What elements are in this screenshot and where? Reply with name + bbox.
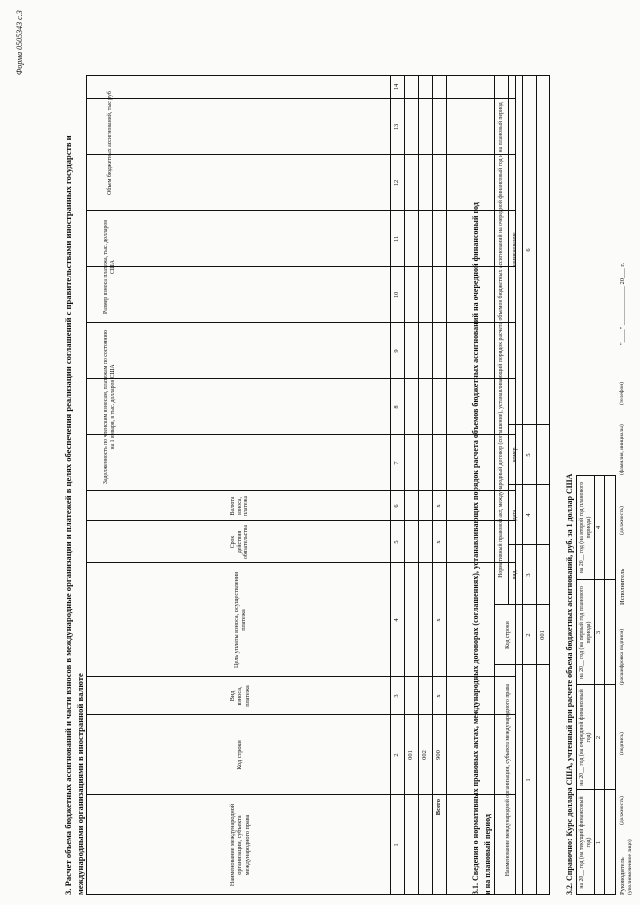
row-code-001: 001 xyxy=(407,750,415,760)
executor-fio: (фамилия, инициалы) xyxy=(619,424,625,475)
s32-col-2: на 20__ год (на очередной финансовый год) xyxy=(578,689,592,786)
total-x-3: x xyxy=(435,540,443,544)
s32-col-1: на 20__ год (на текущий финансовый год) xyxy=(578,796,592,889)
s32-col-4: на 20__ год (на второй год планового периода) xyxy=(578,481,592,574)
group-volume: Объем бюджетных ассигнований, тыс руб xyxy=(106,91,113,195)
s31-colnum-2: 2 xyxy=(525,633,533,637)
section31-title-cont: и на плановый период xyxy=(483,814,492,895)
group-size: Размер взноса платежа, тыс. долларов США xyxy=(103,220,116,314)
section31-title: 3.1. Сведения о нормативных правовых актах, международных договорах (соглашениях), устанавливающих порядок расчета объемов бюджетных ассигнований на очередной финансовый год xyxy=(471,202,480,895)
executor-label: Исполнитель xyxy=(619,568,626,605)
s32-col-3: на 20__ год (на первый год планового периода) xyxy=(578,586,592,680)
total-x-1: x xyxy=(435,694,443,698)
col-purpose: Цель уплаты взноса, осуществления платежа xyxy=(232,572,247,669)
col-org-name: Наименование международной организации, субъекта международного права xyxy=(229,803,251,887)
total-label: Всего xyxy=(435,799,443,816)
total-x-4: x xyxy=(435,504,443,508)
colnum-10: 10 xyxy=(393,291,401,299)
s31-colnum-6: 6 xyxy=(525,248,533,252)
colnum-9: 9 xyxy=(393,349,401,353)
s31-col-name: наименование xyxy=(511,232,518,268)
section3-title: 3. Расчет объема бюджетных ассигнований и части взносов в международные организации и платежей в целях обеспечения реализации соглашений с правительствами иностранных государств и xyxy=(63,135,73,895)
s32-colnum-1: 1 xyxy=(595,840,603,845)
form-code: Форма 0505343 с.3 xyxy=(15,10,24,75)
head-sub: (уполномоченное лицо) xyxy=(627,839,633,895)
colnum-7: 7 xyxy=(393,461,401,465)
executor-phone: (телефон) xyxy=(619,381,625,405)
s31-colnum-3: 3 xyxy=(525,573,533,577)
section32-title: 3.2. Справочно: Курс доллара США, учтенный при расчете объема бюджетных ассигнований, руб. за 1 доллар США xyxy=(565,473,574,895)
colnum-8: 8 xyxy=(393,405,401,409)
s32-colnum-3: 3 xyxy=(595,630,603,635)
colnum-12: 12 xyxy=(393,179,401,187)
s31-colnum-1: 1 xyxy=(525,778,533,782)
col-payment-type: Вид взноса, платежа xyxy=(229,685,251,707)
s32-colnum-4: 4 xyxy=(595,525,603,530)
head-label: Руководитель xyxy=(619,857,626,895)
s31-colnum-5: 5 xyxy=(525,453,533,457)
date-line: "____" ____________ 20___ г. xyxy=(619,263,626,345)
executor-position: (должность) xyxy=(619,506,625,535)
s31-col-org: Наименование международной организации, субъекта международного права xyxy=(504,683,511,877)
colnum-1: 1 xyxy=(393,843,401,847)
s31-group-act: Нормативный правовой акт, международный договор (соглашение), устанавливающий порядок расчета объемов бюджетных ассигнований на очередной финансовый год и на плановый период xyxy=(497,102,504,578)
colnum-5: 5 xyxy=(393,540,401,544)
s31-colnum-4: 4 xyxy=(525,513,533,517)
colnum-13: 13 xyxy=(393,123,401,131)
s31-col-code: Код строки xyxy=(504,621,511,649)
section3-title-cont: международными организациями в иностранной валюте xyxy=(75,673,85,895)
total-x-2: x xyxy=(435,618,443,622)
colnum-3: 3 xyxy=(393,694,401,698)
s32-colnum-2: 2 xyxy=(595,735,603,740)
colnum-11: 11 xyxy=(393,235,401,243)
colnum-2: 2 xyxy=(393,753,401,757)
colnum-4: 4 xyxy=(393,618,401,622)
s31-col-date: дата xyxy=(511,509,518,521)
colnum-14: 14 xyxy=(393,83,401,91)
head-position: (должность) xyxy=(619,796,625,825)
col-validity: Срок действия обязательства xyxy=(230,524,250,560)
total-code: 900 xyxy=(435,750,443,760)
head-decode: (расшифровка подписи) xyxy=(619,628,625,685)
colnum-6: 6 xyxy=(393,504,401,508)
row-code-002: 002 xyxy=(421,750,429,760)
s31-col-number: номер xyxy=(511,447,518,463)
group-debt: Задолженность по членским взносам, платежам по состоянию на 1 января, в тыс. долларов США xyxy=(103,330,116,484)
col-row-code: Код строки xyxy=(236,740,244,770)
head-signature: (подпись) xyxy=(619,732,625,755)
col-currency: Валюта взноса, платежа xyxy=(230,495,250,517)
s31-row-001: 001 xyxy=(539,630,547,640)
s31-col-kind: вид xyxy=(511,570,518,580)
